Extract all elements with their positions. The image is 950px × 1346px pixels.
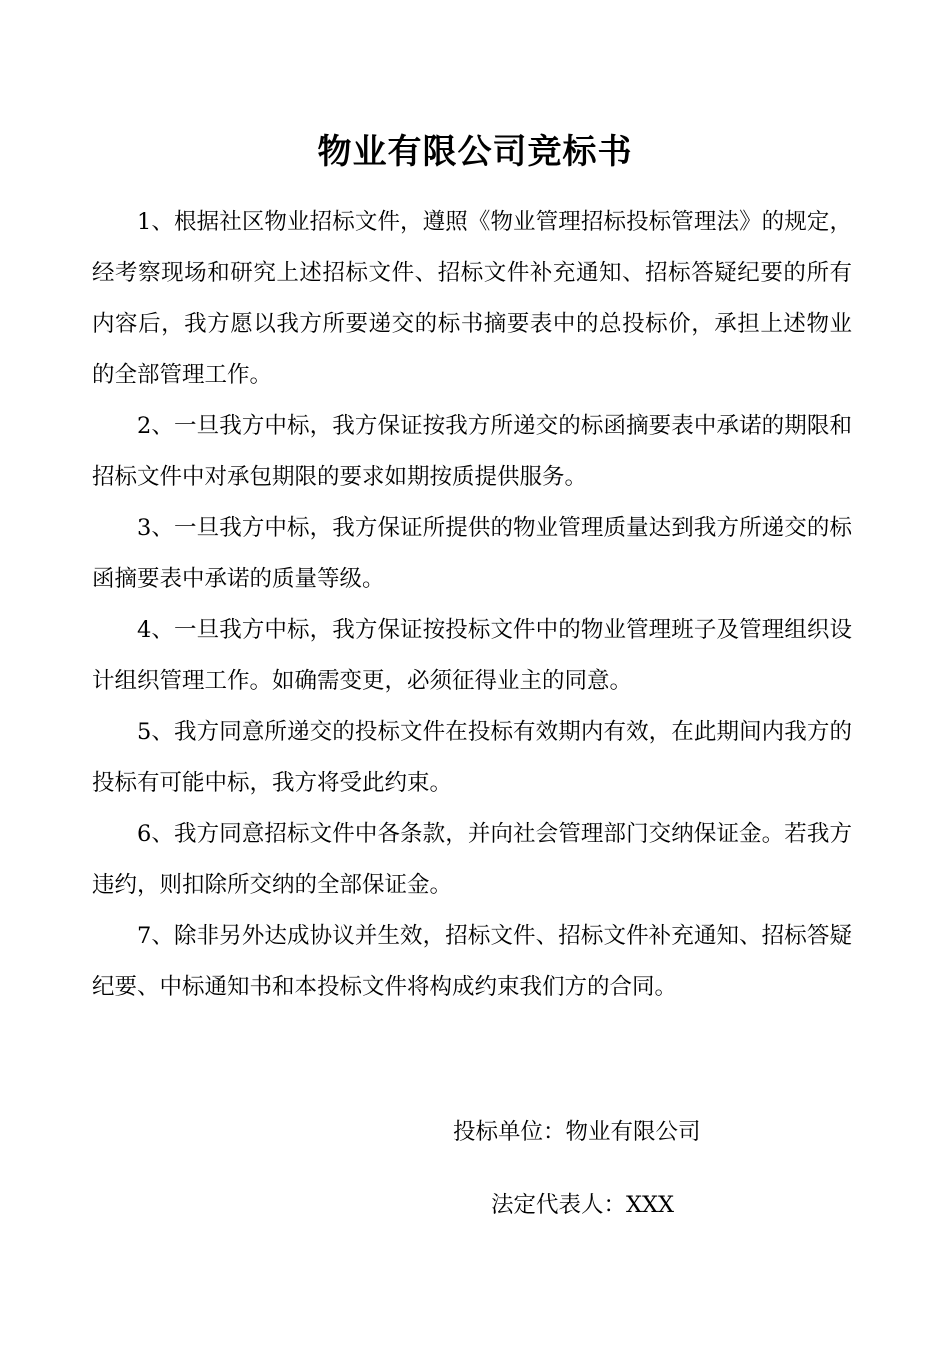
clause-2: 2、一旦我方中标，我方保证按我方所递交的标函摘要表中承诺的期限和招标文件中对承包期限的要求如期按质提供服务。 <box>92 413 852 490</box>
clause-6: 6、我方同意招标文件中各条款，并向社会管理部门交纳保证金。若我方违约，则扣除所交纳的全部保证金。 <box>92 821 852 898</box>
clause-3: 3、一旦我方中标，我方保证所提供的物业管理质量达到我方所递交的标函摘要表中承诺的质量等级。 <box>92 515 852 592</box>
clause-4: 4、一旦我方中标，我方保证按投标文件中的物业管理班子及管理组织设计组织管理工作。如确需变更，必须征得业主的同意。 <box>92 617 852 694</box>
bidder-signature: 投标单位：物业有限公司 <box>453 1119 701 1145</box>
clause-5: 5、我方同意所递交的投标文件在投标有效期内有效，在此期间内我方的投标有可能中标，我方将受此约束。 <box>92 719 852 796</box>
document-body <box>92 197 852 1013</box>
clause-1: 1、根据社区物业招标文件，遵照《物业管理招标投标管理法》的规定，经考察现场和研究上述招标文件、招标文件补充通知、招标答疑纪要的所有内容后，我方愿以我方所要递交的标书摘要表中的总投标价，承担上述物业的全部管理工作。 <box>92 209 852 388</box>
document-title: 物业有限公司竞标书 <box>317 132 633 172</box>
clause-7: 7、除非另外达成协议并生效，招标文件、招标文件补充通知、招标答疑纪要、中标通知书和本投标文件将构成约束我们方的合同。 <box>92 923 852 1000</box>
legal-representative: 法定代表人：XXX <box>491 1192 675 1218</box>
